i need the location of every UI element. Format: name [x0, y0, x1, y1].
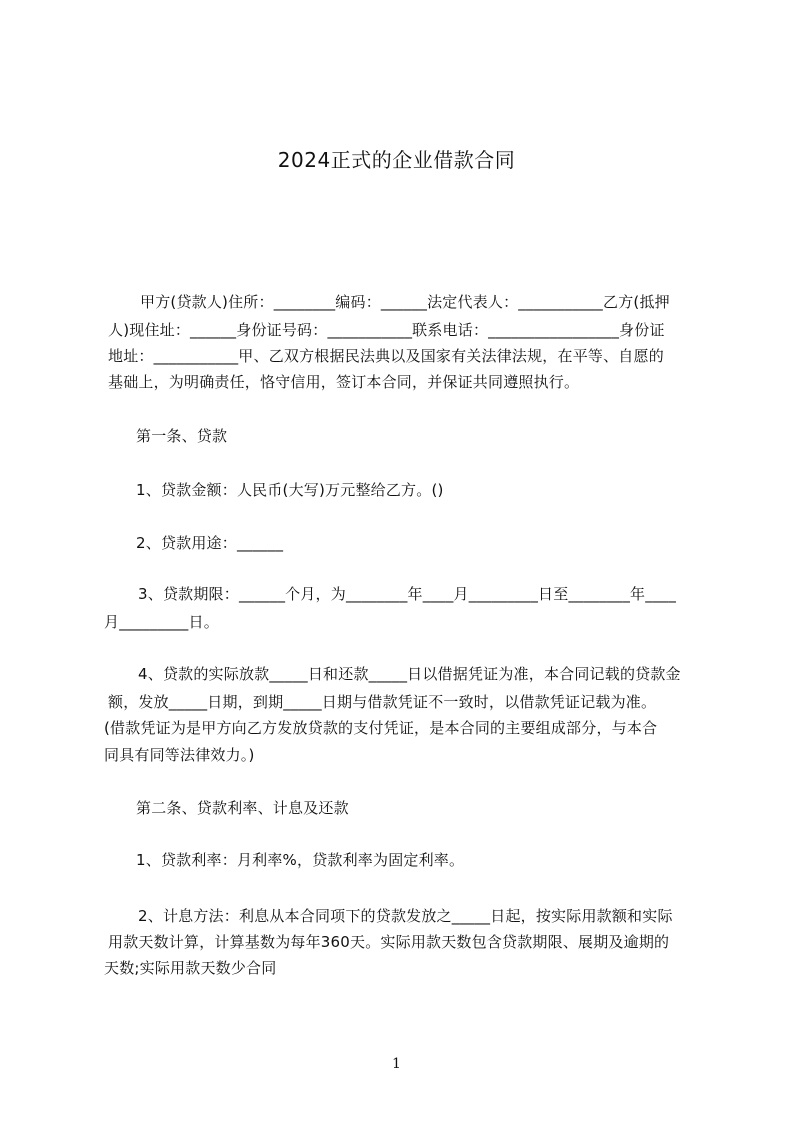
article-two-heading: 第二条、贷款利率、计息及还款 — [136, 799, 349, 817]
interest-calculation-clause: 2、计息方法：利息从本合同项下的贷款发放之_____日起，按实际用款额和实际 — [138, 907, 673, 925]
legal-effect-line: 同具有同等法律效力。) — [104, 746, 255, 764]
actual-disbursement-clause: 4、贷款的实际放款_____日和还款_____日以借据凭证为准，本合同记载的贷款金 — [138, 665, 681, 683]
basis-line: 基础上，为明确责任，恪守信用，签订本合同，并保证共同遵照执行。 — [108, 373, 580, 391]
party-b-line: 人)现住址：______身份证号码：___________联系电话：_________________身份证 — [108, 321, 665, 339]
actual-days-line: 天数;实际用款天数少合同 — [104, 959, 277, 977]
interest-days-line: 用款天数计算，计算基数为每年360天。实际用款天数包含贷款期限、展期及逾期的 — [108, 933, 670, 951]
disbursement-date-line: 额，发放_____日期，到期_____日期与借款凭证不一致时，以借款凭证记载为准。 — [108, 693, 657, 711]
page-number: 1 — [392, 1056, 401, 1072]
interest-rate-clause: 1、贷款利率：月利率%，贷款利率为固定利率。 — [136, 851, 465, 869]
document-title: 2024正式的企业借款合同 — [277, 148, 516, 172]
article-one-heading: 第一条、贷款 — [136, 427, 228, 445]
loan-term-clause: 3、贷款期限：______个月，为________年____月_________日至________年____ — [138, 585, 677, 603]
address-line: 地址：___________甲、乙双方根据民法典以及国家有关法律法规，在平等、自愿的 — [108, 347, 664, 365]
loan-term-clause-continued: 月_________日。 — [104, 613, 219, 631]
party-a-line: 甲方(贷款人)住所：________编码：______法定代表人：___________乙方(抵押 — [140, 293, 670, 311]
loan-voucher-note: (借款凭证为是甲方向乙方发放贷款的支付凭证，是本合同的主要组成部分，与本合 — [104, 719, 658, 737]
loan-purpose-clause: 2、贷款用途：______ — [136, 534, 284, 552]
loan-amount-clause: 1、贷款金额：人民币(大写)万元整给乙方。() — [136, 481, 444, 499]
